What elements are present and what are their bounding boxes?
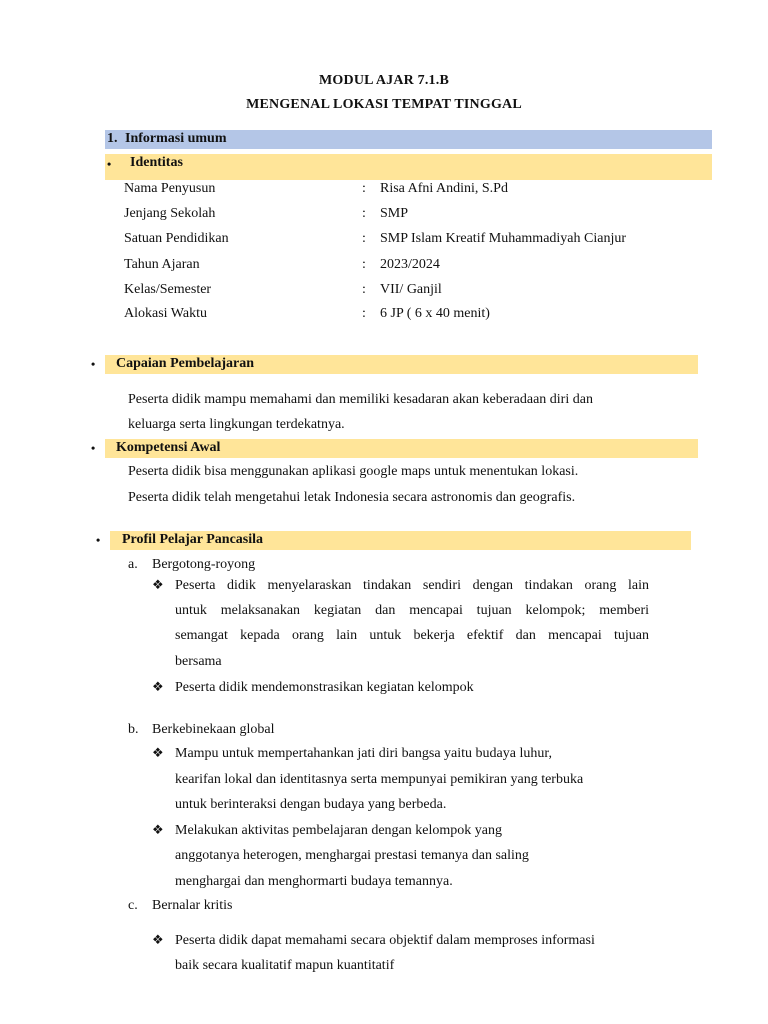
identitas-label: Jenjang Sekolah bbox=[124, 206, 216, 221]
identitas-label: Satuan Pendidikan bbox=[124, 231, 229, 246]
list-marker-a: a. bbox=[128, 557, 138, 572]
list-item-line: kearifan lokal dan identitasnya serta mempunyai pemikiran yang terbuka bbox=[175, 772, 584, 787]
identitas-label: Alokasi Waktu bbox=[124, 306, 207, 321]
identitas-colon: : bbox=[362, 231, 366, 246]
kompetensi-text-line: Peserta didik bisa menggunakan aplikasi google maps untuk menentukan lokasi. bbox=[128, 464, 579, 479]
identitas-value: 2023/2024 bbox=[380, 257, 440, 272]
identitas-colon: : bbox=[362, 206, 366, 221]
capaian-text-line: Peserta didik mampu memahami dan memiliki kesadaran akan keberadaan diri dan bbox=[128, 392, 593, 407]
list-item-line: semangat kepada orang lain untuk bekerja efektif dan mencapai tujuan bbox=[175, 628, 649, 643]
subsection-title-c: Bernalar kritis bbox=[152, 898, 233, 913]
list-marker-c: c. bbox=[128, 898, 138, 913]
doc-subtitle: MENGENAL LOKASI TEMPAT TINGGAL bbox=[246, 97, 522, 112]
profil-bullet: • bbox=[96, 533, 101, 547]
identitas-value: SMP Islam Kreatif Muhammadiyah Cianjur bbox=[380, 231, 626, 246]
subsection-title-b: Berkebinekaan global bbox=[152, 722, 275, 737]
kompetensi-bullet: • bbox=[91, 441, 96, 455]
doc-title: MODUL AJAR 7.1.B bbox=[319, 73, 449, 88]
list-item-line: untuk berinteraksi dengan budaya yang berbeda. bbox=[175, 797, 447, 812]
list-item-line: Peserta didik mendemonstrasikan kegiatan kelompok bbox=[175, 680, 474, 695]
diamond-bullet-icon: ❖ bbox=[152, 746, 164, 761]
kompetensi-heading: Kompetensi Awal bbox=[116, 440, 221, 455]
list-item-line: Mampu untuk mempertahankan jati diri bangsa yaitu budaya luhur, bbox=[175, 746, 552, 761]
identitas-label: Kelas/Semester bbox=[124, 282, 212, 297]
identitas-bullet: • bbox=[107, 157, 112, 171]
list-marker-b: b. bbox=[128, 722, 139, 737]
identitas-label: Nama Penyusun bbox=[124, 181, 216, 196]
profil-heading: Profil Pelajar Pancasila bbox=[122, 532, 264, 547]
identitas-value: 6 JP ( 6 x 40 menit) bbox=[380, 306, 490, 321]
identitas-colon: : bbox=[362, 257, 366, 272]
diamond-bullet-icon: ❖ bbox=[152, 933, 164, 948]
list-item-line: Peserta didik dapat memahami secara objektif dalam memproses informasi bbox=[175, 933, 595, 948]
identitas-value: VII/ Ganjil bbox=[380, 282, 442, 297]
list-item-line: Melakukan aktivitas pembelajaran dengan kelompok yang bbox=[175, 823, 502, 838]
identitas-colon: : bbox=[362, 306, 366, 321]
diamond-bullet-icon: ❖ bbox=[152, 823, 164, 838]
identitas-label: Tahun Ajaran bbox=[124, 257, 200, 272]
list-item-line: bersama bbox=[175, 654, 222, 669]
section-number: 1. bbox=[107, 131, 118, 146]
identitas-colon: : bbox=[362, 181, 366, 196]
list-item-line: baik secara kualitatif mapun kuantitatif bbox=[175, 958, 395, 973]
identitas-value: SMP bbox=[380, 206, 409, 221]
list-item-line: anggotanya heterogen, menghargai prestasi temanya dan saling bbox=[175, 848, 529, 863]
capaian-heading: Capaian Pembelajaran bbox=[116, 356, 255, 371]
list-item-line: untuk melaksanakan kegiatan dan mencapai tujuan kelompok; memberi bbox=[175, 603, 649, 618]
list-item-line: menghargai dan menghormarti budaya temannya. bbox=[175, 874, 453, 889]
identitas-band bbox=[105, 154, 712, 180]
identitas-value: Risa Afni Andini, S.Pd bbox=[380, 181, 508, 196]
identitas-colon: : bbox=[362, 282, 366, 297]
diamond-bullet-icon: ❖ bbox=[152, 578, 164, 593]
diamond-bullet-icon: ❖ bbox=[152, 680, 164, 695]
identitas-heading: Identitas bbox=[130, 155, 183, 170]
kompetensi-text-line: Peserta didik telah mengetahui letak Indonesia secara astronomis dan geografis. bbox=[128, 490, 576, 505]
capaian-bullet: • bbox=[91, 357, 96, 371]
section-informasi-umum-title: Informasi umum bbox=[125, 131, 227, 146]
list-item-line: Peserta didik menyelaraskan tindakan sendiri dengan tindakan orang lain bbox=[175, 578, 649, 593]
subsection-title-a: Bergotong-royong bbox=[152, 557, 256, 572]
capaian-text-line: keluarga serta lingkungan terdekatnya. bbox=[128, 417, 345, 432]
